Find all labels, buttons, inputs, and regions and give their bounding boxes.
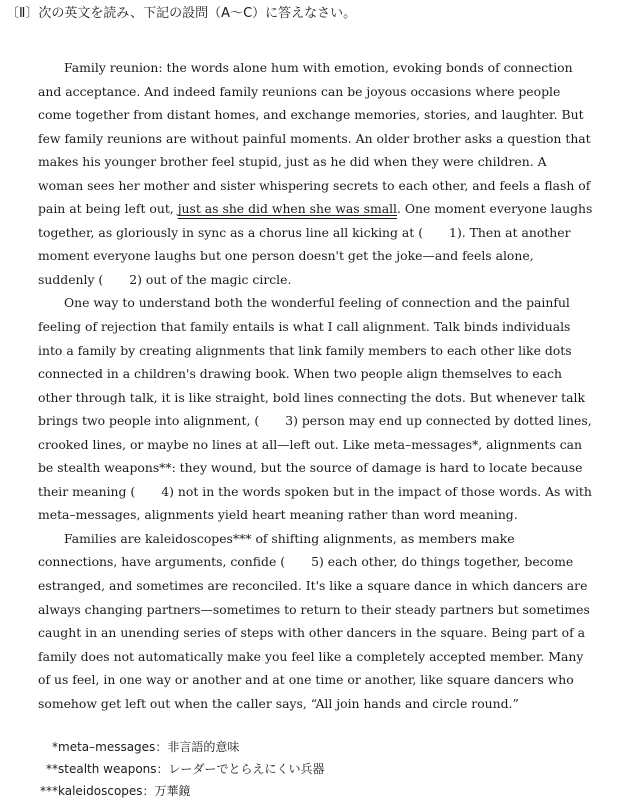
paragraph-1: [38, 56, 594, 291]
footnotes: [38, 736, 598, 802]
footnote-text: stealth weapons：レーダーでとらえにくい兵器: [58, 762, 325, 776]
p1-text-1: Family reunion: the words alone hum with emotion, evoking bonds of connection and acceptance. And indeed family reunions can be joyous occasions where people come together from distant homes, and exchange memories, stories, and laughter. But few family reunions are without painful moments. An older brother asks a question that makes his younger brother feel stupid, just as he did when they were children. A woman sees her mother and sister whispering secrets to each other, and feels a flash of pain at being left out,: [38, 60, 591, 217]
footnote-mark: *: [52, 740, 58, 754]
blank-5: 5: [311, 554, 319, 570]
footnote-3: [38, 780, 598, 802]
p1-text-2: . One moment everyone laughs together, as gloriously in sync as a chorus line all kicking at (: [38, 201, 593, 240]
underlined-phrase: just as she did when she was small: [177, 201, 398, 217]
p3-text-1: Families are kaleidoscopes*** of shifting alignments, as members make connections, have arguments, confide (: [38, 530, 515, 570]
p2-text-1: One way to understand both the wonderful feeling of connection and the painful feeling of rejection that family entails is what I call alignment. Talk binds individuals into a family by creating alignments that link family members to each other like dots connected in a children's drawing book. When two people align themselves to each other through talk, it is like straight, bold lines connecting the dots. But whenever talk brings two people into alignment, (: [38, 295, 586, 429]
footnote-mark: **: [46, 762, 58, 776]
footnote-text: kaleidoscopes：万華鏡: [58, 784, 191, 798]
p1-text-4: ) out of the magic circle.: [137, 271, 292, 287]
p3-text-2: ) each other, do things together, become estranged, and sometimes are reconciled. It's like a square dance in which dancers are always changing partners—sometimes to return to their steady partners but sometimes caught in an unending series of steps with other dancers in the square. Being part of a family does not automatically make you feel like a completely accepted member. Many of us feel, in one way or another and at one time or another, like square dancers who somehow get left out when the caller says, “All join hands and circle round.”: [38, 554, 590, 711]
question-heading: 〔Ⅱ〕次の英文を読み、下記の設問（A～C）に答えなさい。: [6, 6, 357, 21]
footnote-text: meta–messages：非言語的意味: [58, 740, 240, 754]
paragraph-2: [38, 291, 594, 526]
p1-text-3: ). Then at another moment everyone laughs but one person doesn't get the joke—and feels alone, suddenly (: [38, 224, 571, 287]
footnote-mark: ***: [40, 784, 58, 798]
paragraph-3: [38, 527, 594, 715]
blank-1: 1: [449, 224, 457, 240]
footnote-2: [38, 758, 598, 780]
blank-4: 4: [161, 483, 170, 499]
footnote-1: [38, 736, 598, 758]
p2-text-3: ) not in the words spoken but in the impact of those words. As with meta–messages, alignments yield heart meaning rather than word meaning.: [38, 483, 592, 523]
blank-3: 3: [285, 413, 294, 429]
blank-2: 2: [129, 271, 138, 287]
p2-text-2: ) person may end up connected by dotted lines, crooked lines, or maybe no lines at all—left out. Like meta–messages*, alignments can be stealth weapons**: they wound, but the source of damage is hard to locate because their meaning (: [38, 413, 592, 499]
passage: [38, 56, 594, 715]
